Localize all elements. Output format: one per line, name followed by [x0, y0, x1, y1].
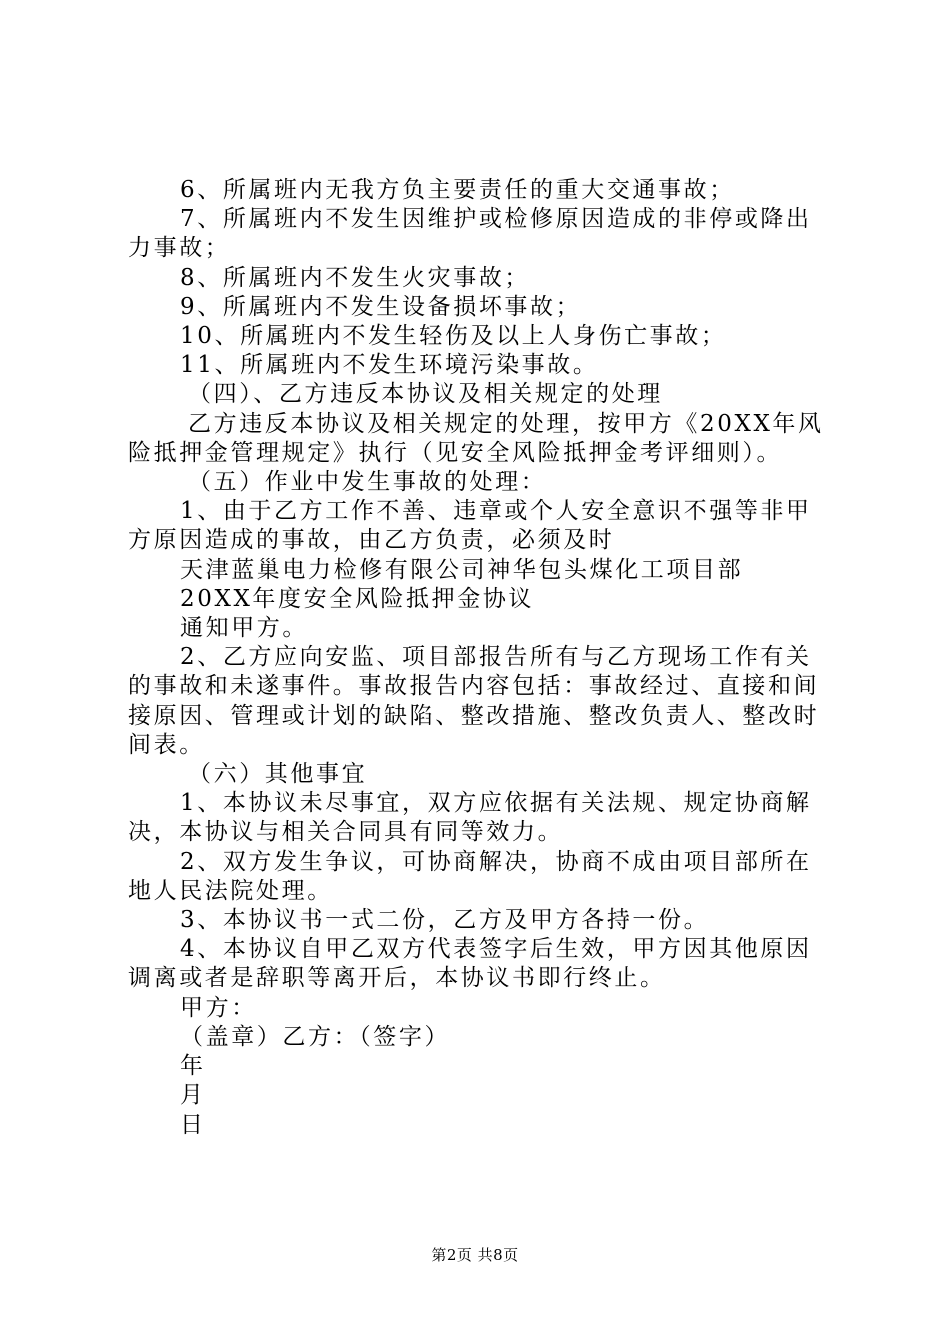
- section-6-item-4: 4、本协议自甲乙双方代表签字后生效，甲方因其他原因调离或者是辞职等离开后，本协议书即行终止。: [128, 936, 812, 992]
- section-6-item-1: 1、本协议未尽事宜，双方应依据有关法规、规定协商解决，本协议与相关合同具有同等效力。: [128, 790, 812, 846]
- clause-6: 6、所属班内无我方负主要责任的重大交通事故；: [180, 177, 735, 203]
- clause-10: 10、所属班内不发生轻伤及以上人身伤亡事故；: [180, 323, 727, 350]
- section-5-item-2: 2、乙方应向安监、项目部报告所有与乙方现场工作有关的事故和未遂事件。事故报告内容包括：事故经过、直接和间接原因、管理或计划的缺陷、整改措施、整改负责人、整改时间表。: [128, 644, 820, 758]
- section-6-item-3: 3、本协议书一式二份，乙方及甲方各持一份。: [180, 907, 710, 934]
- clause-7: 7、所属班内不发生因维护或检修原因造成的非停或降出力事故；: [128, 206, 812, 262]
- clause-8: 8、所属班内不发生火灾事故；: [180, 264, 531, 291]
- section-heading-4: （四）、乙方违反本协议及相关规定的处理: [188, 381, 663, 408]
- section-4-body: 乙方违反本协议及相关规定的处理，按甲方《20XX年风险抵押金管理规定》执行（见安全风险抵押金考评细则）。: [128, 410, 824, 466]
- document-body: [128, 176, 834, 1140]
- party-a-label: 甲方：: [180, 994, 257, 1021]
- section-6-item-2: 2、双方发生争议，可协商解决，协商不成由项目部所在地人民法院处理。: [128, 848, 812, 904]
- company-name: 天津蓝巢电力检修有限公司神华包头煤化工项目部: [180, 556, 744, 583]
- date-year: 年: [180, 1053, 206, 1080]
- clause-9: 9、所属班内不发生设备损坏事故；: [180, 293, 582, 320]
- section-5-item-1-cont: 通知甲方。: [180, 615, 308, 642]
- section-5-item-1: 1、由于乙方工作不善、违章或个人安全意识不强等非甲方原因造成的事故，由乙方负责，必须及时: [128, 498, 812, 554]
- page-number: 第2页 共8页: [431, 1246, 519, 1264]
- clause-11: 11、所属班内不发生环境污染事故。: [180, 352, 599, 379]
- section-heading-6: （六）其他事宜: [188, 761, 368, 788]
- agreement-title: 20XX年度安全风险抵押金协议: [180, 585, 535, 612]
- section-heading-5: （五）作业中发生事故的处理：: [188, 469, 547, 496]
- date-day: 日: [180, 1111, 206, 1138]
- date-month: 月: [180, 1082, 206, 1109]
- seal-signature-line: （盖章）乙方：（签字）: [180, 1023, 451, 1050]
